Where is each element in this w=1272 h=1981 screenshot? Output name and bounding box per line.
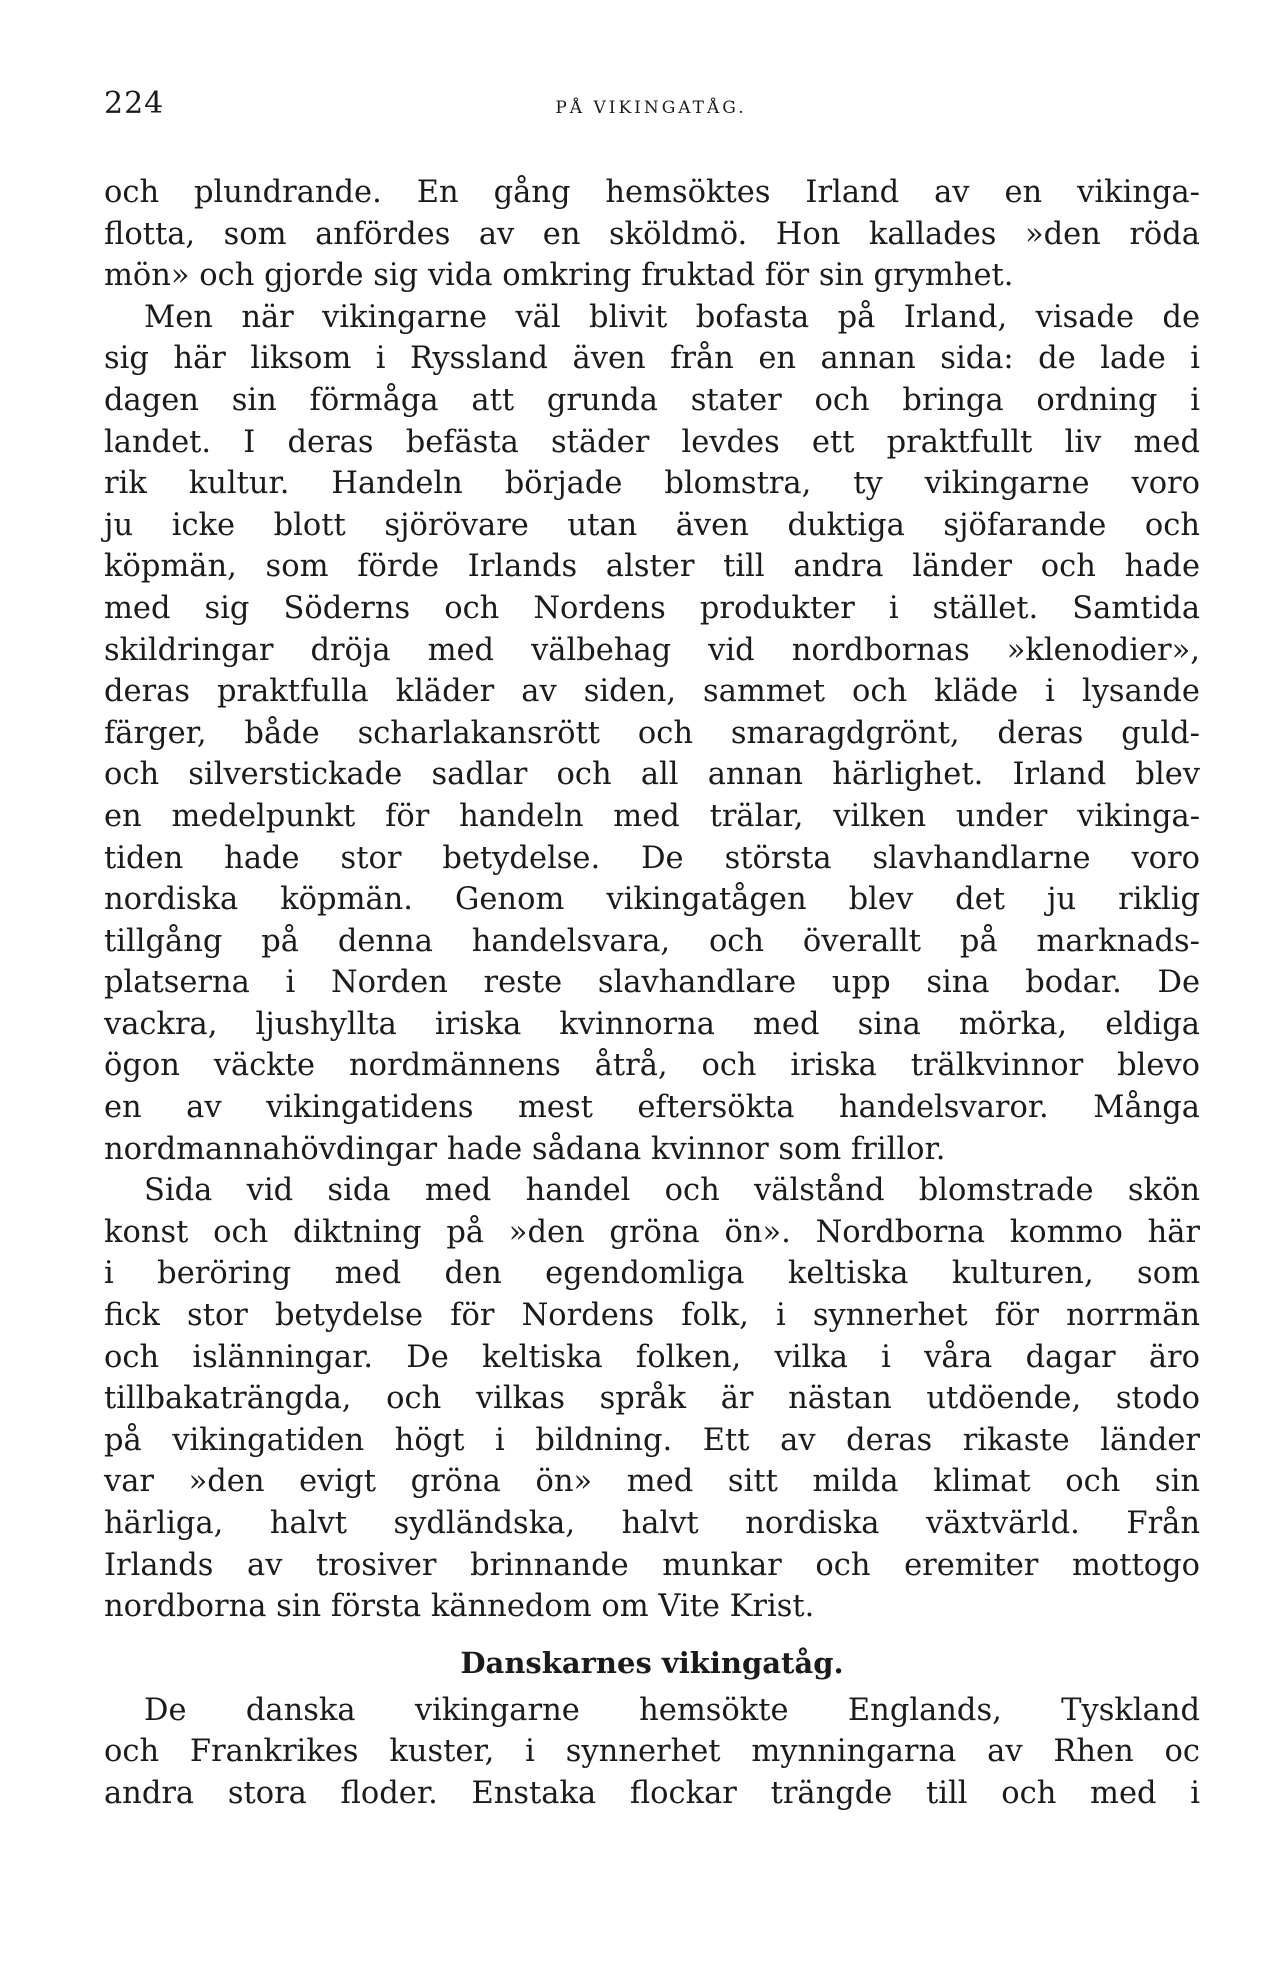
text-line: i beröring med den egendomliga keltiska kulturen, som	[104, 1256, 1200, 1292]
section-heading: Danskarnes vikingatåg.	[460, 1645, 844, 1680]
text-line: ju icke blott sjörövare utan även duktiga sjöfarande och	[104, 507, 1200, 543]
text-line: tillgång på denna handelsvara, och överallt på marknads-	[104, 923, 1200, 959]
text-line: flotta, som anfördes av en sköldmö. Hon kallades »den röda	[104, 216, 1200, 252]
text-line: Sida vid sida med handel och välstånd blomstrade skön	[144, 1173, 1200, 1209]
text-line: deras praktfulla kläder av siden, sammet och kläde i lysande	[104, 674, 1200, 710]
text-line: nordiska köpmän. Genom vikingatågen blev det ju riklig	[104, 882, 1200, 918]
text-line: var »den evigt gröna ön» med sitt milda klimat och sin	[104, 1464, 1200, 1500]
text-line: och Frankrikes kuster, i synnerhet mynningarna av Rhen oc	[104, 1734, 1200, 1770]
text-line: mön» och gjorde sig vida omkring fruktad för sin grymhet.	[104, 258, 1014, 294]
text-line: tiden hade stor betydelse. De största slavhandlarne voro	[104, 840, 1200, 876]
text-line: dagen sin förmåga att grunda stater och bringa ordning i	[104, 382, 1200, 418]
text-line: landet. I deras befästa städer levdes ett praktfullt liv med	[104, 424, 1200, 460]
text-line: och islänningar. De keltiska folken, vilka i våra dagar äro	[104, 1339, 1200, 1375]
text-line: och plundrande. En gång hemsöktes Irland av en vikinga-	[104, 175, 1200, 210]
page-number: 224	[104, 86, 165, 121]
text-line: ögon väckte nordmännens åtrå, och iriska trälkvinnor blevo	[104, 1048, 1200, 1084]
text-line: en av vikingatidens mest eftersökta handelsvaror. Många	[104, 1090, 1200, 1126]
text-line: De danska vikingarne hemsökte Englands, Tyskland	[144, 1692, 1200, 1728]
running-title: PÅ VIKINGATÅG.	[555, 98, 747, 118]
text-line: tillbakaträngda, och vilkas språk är nästan utdöende, stodo	[104, 1381, 1200, 1417]
text-line: Irlands av trosiver brinnande munkar och eremiter mottogo	[104, 1547, 1200, 1583]
text-line: sig här liksom i Ryssland även från en annan sida: de lade i	[104, 341, 1200, 377]
text-line: platserna i Norden reste slavhandlare upp sina bodar. De	[104, 965, 1200, 1001]
body-text	[104, 172, 1200, 1815]
text-line: härliga, halvt sydländska, halvt nordiska växtvärld. Från	[104, 1506, 1200, 1541]
text-line: och silverstickade sadlar och all annan härlighet. Irland blev	[104, 757, 1200, 793]
text-line: nordborna sin första kännedom om Vite Krist.	[104, 1589, 815, 1625]
text-line: skildringar dröja med välbehag vid nordbornas »klenodier»,	[104, 632, 1200, 668]
text-line: med sig Söderns och Nordens produkter i stället. Samtida	[104, 590, 1200, 626]
text-line: på vikingatiden högt i bildning. Ett av deras rikaste länder	[104, 1422, 1200, 1458]
page-header	[104, 86, 1198, 126]
text-line: konst och diktning på »den gröna ön». Nordborna kommo här	[104, 1214, 1200, 1250]
text-line: rik kultur. Handeln började blomstra, ty vikingarne voro	[104, 466, 1200, 502]
text-line: fick stor betydelse för Nordens folk, i synnerhet för norrmän	[104, 1298, 1200, 1334]
text-line: vackra, ljushyllta iriska kvinnorna med sina mörka, eldiga	[104, 1006, 1200, 1042]
text-line: färger, både scharlakansrött och smaragdgrönt, deras guld-	[104, 715, 1200, 751]
text-line: andra stora floder. Enstaka flockar trängde till och med i	[104, 1775, 1200, 1811]
text-line: köpmän, som förde Irlands alster till andra länder och hade	[104, 549, 1200, 585]
text-line: nordmannahövdingar hade sådana kvinnor som frillor.	[104, 1131, 946, 1167]
text-line: en medelpunkt för handeln med trälar, vilken under vikinga-	[104, 798, 1200, 834]
text-line: Men när vikingarne väl blivit bofasta på Irland, visade de	[144, 299, 1200, 335]
